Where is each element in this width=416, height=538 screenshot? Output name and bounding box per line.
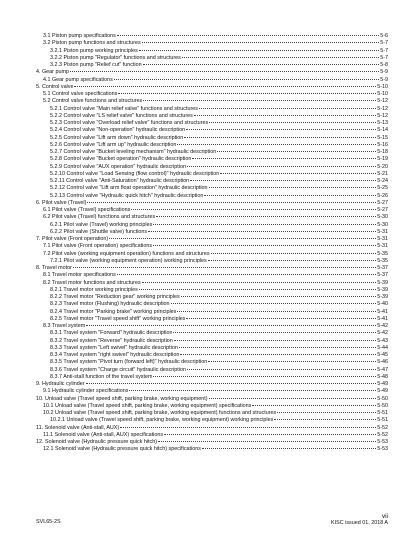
toc-entry-title: 5.2.1 Control valve "Main relief valve" functions and structures (50, 105, 198, 112)
toc-entry[interactable] (36, 272, 388, 279)
toc-entry-page: 5-24 (377, 178, 388, 184)
toc-entry[interactable] (36, 193, 388, 200)
toc-dot-leader (187, 166, 376, 167)
toc-entry-page: 5-40 (377, 301, 388, 308)
toc-entry[interactable] (36, 301, 388, 308)
toc-entry-page: 5-30 (377, 221, 388, 228)
toc-dot-leader (209, 122, 376, 123)
toc-entry[interactable] (36, 359, 388, 366)
toc-dot-leader (180, 354, 376, 355)
toc-dot-leader (131, 209, 376, 210)
toc-dot-leader (114, 79, 379, 80)
toc-entry-title: 6.2 Pilot valve (Travel) functions and structures (43, 214, 156, 221)
toc-entry-title: 5.2.10 Control valve "Load Sensing (flow control)" hydraulic description (50, 170, 220, 177)
toc-dot-leader (73, 267, 376, 268)
toc-dot-leader (164, 434, 376, 435)
toc-entry[interactable] (36, 33, 388, 40)
toc-entry-page: 5-27 (377, 207, 388, 213)
toc-entry[interactable] (36, 439, 388, 446)
toc-entry[interactable] (36, 251, 388, 258)
toc-dot-leader (204, 195, 376, 196)
toc-entry-title: 11.1 Solenoid valve (Anti-stall, AUX) specifications (43, 431, 164, 438)
toc-entry-page: 5-37 (377, 272, 388, 279)
toc-entry-title: 6.2.2 Pilot valve (Shuttle valve) functions (50, 228, 148, 235)
toc-entry-page: 5-35 (377, 250, 388, 257)
toc-dot-leader (117, 274, 376, 275)
toc-dot-leader (177, 311, 376, 312)
toc-entry-title: 8.2.3 Travel motor (Flushing) hydraulic description (50, 301, 170, 308)
toc-dot-leader (173, 332, 376, 333)
toc-entry-page: 5-7 (380, 54, 388, 61)
toc-dot-leader (158, 441, 376, 442)
toc-entry-page: 5-15 (377, 134, 388, 141)
toc-entry-title: 11. Solenoid valve (Anti-stall, AUX) (36, 424, 120, 431)
toc-entry-title: 5.2.8 Control valve "Bucket operation" hydraulic description (50, 156, 192, 163)
toc-entry-title: 10.2 Unload valve (Travel speed shift, parking brake, working equipment) functions and structures (43, 410, 277, 416)
toc-entry[interactable] (36, 396, 388, 403)
toc-entry-page: 5-52 (377, 424, 388, 431)
toc-entry-title: 7.1 Pilot valve (Front operation) specifications (43, 243, 153, 250)
toc-entry[interactable] (36, 425, 388, 432)
toc-dot-leader (174, 340, 376, 341)
toc-dot-leader (109, 238, 376, 239)
toc-dot-leader (192, 158, 376, 159)
toc-entry-page: 5-19 (377, 156, 388, 163)
toc-entry-page: 5-31 (377, 228, 388, 235)
toc-entry-title: 12. Solenoid valve (Hydraulic pressure quick hitch) (36, 439, 158, 445)
toc-dot-leader (148, 231, 376, 232)
toc-entry[interactable] (36, 185, 388, 192)
toc-dot-leader (190, 180, 376, 181)
toc-entry-page: 5-6 (380, 33, 388, 39)
toc-entry[interactable] (36, 287, 388, 294)
toc-dot-leader (86, 325, 376, 326)
toc-entry[interactable] (36, 323, 388, 330)
toc-entry-page: 5-10 (377, 83, 388, 90)
toc-entry-title: 7. Pilot valve (Front operation) (36, 236, 109, 242)
toc-dot-leader (153, 376, 376, 377)
toc-dot-leader (129, 390, 376, 391)
toc-entry[interactable] (36, 142, 388, 149)
toc-entry[interactable] (36, 410, 388, 417)
toc-dot-leader (139, 289, 376, 290)
toc-dot-leader (120, 427, 376, 428)
toc-entry[interactable] (36, 294, 388, 301)
toc-entry[interactable] (36, 352, 388, 359)
toc-entry-page: 5-41 (377, 308, 388, 315)
toc-entry-title: 7.2 Pilot valve (working equipment operation) functions and structures (43, 250, 210, 257)
toc-entry-page: 5-52 (377, 431, 388, 438)
toc-entry[interactable] (36, 135, 388, 142)
toc-entry-title: 3.1 Piston pump specifications (43, 33, 116, 39)
toc-dot-leader (209, 398, 377, 399)
toc-entry[interactable] (36, 62, 388, 69)
toc-entry[interactable] (36, 258, 388, 265)
toc-entry-page: 5-20 (377, 163, 388, 170)
toc-entry-title: 8. Travel motor (36, 265, 72, 271)
toc-entry-title: 6. Pilot valve (Travel) (36, 199, 87, 206)
toc-entry-title: 8.3.5 Travel system "Pivot turn (forward left)" hydraulic description (50, 359, 208, 366)
toc-entry-page: 5-27 (377, 199, 388, 206)
toc-entry-page: 5-48 (377, 373, 388, 380)
toc-dot-leader (86, 383, 377, 384)
footer-page-number: vii (381, 513, 388, 520)
toc-dot-leader (177, 144, 376, 145)
toc-entry-title: 10.2.1 Unload valve (Travel speed shift, parking brake, working equipment) working principles (50, 417, 274, 424)
toc-dot-leader (199, 108, 376, 109)
toc-entry-page: 5-42 (377, 323, 388, 329)
toc-entry-page: 5-18 (377, 149, 388, 155)
toc-entry-page: 5-47 (377, 366, 388, 373)
toc-entry-page: 5-49 (377, 381, 388, 387)
toc-entry[interactable] (36, 55, 388, 62)
toc-entry-page: 5-25 (377, 185, 388, 192)
toc-entry-title: 5.2.2 Control valve "LS relief valve" functions and structures (50, 112, 193, 119)
toc-entry-title: 5.1 Control valve specifications (43, 91, 118, 97)
toc-entry-page: 5-41 (377, 315, 388, 322)
toc-entry[interactable] (36, 446, 388, 453)
toc-entry-page: 5-30 (377, 214, 388, 221)
toc-entry-title: 4.1 Gear pump specifications (43, 76, 113, 83)
toc-entry-page: 5-26 (377, 192, 388, 199)
toc-entry[interactable] (36, 113, 388, 120)
toc-entry-page: 5-53 (377, 446, 388, 453)
toc-dot-leader (118, 93, 376, 94)
toc-entry[interactable] (36, 69, 388, 76)
toc-entry-page: 5-12 (377, 98, 388, 105)
footer-model: SVL65-2S (36, 519, 61, 525)
toc-entry-title: 8.3.3 Travel system "Left swivel" hydraulic description (50, 344, 178, 351)
toc-entry-title: 3.2 Piston pump functions and structures (43, 40, 141, 47)
toc-entry-title: 5.2.3 Control valve "Overload relief valve" functions and structures (50, 120, 209, 126)
toc-dot-leader (87, 202, 376, 203)
toc-entry[interactable] (36, 432, 388, 439)
toc-entry-page: 5-7 (380, 40, 388, 47)
toc-dot-leader (139, 50, 379, 51)
toc-entry[interactable] (36, 120, 388, 127)
toc-entry[interactable] (36, 149, 388, 156)
toc-entry[interactable] (36, 280, 388, 287)
toc-entry-page: 5-21 (377, 170, 388, 177)
toc-entry[interactable] (36, 403, 388, 410)
toc-dot-leader (186, 129, 376, 130)
toc-entry[interactable] (36, 309, 388, 316)
toc-entry-title: 6.1 Pilot valve (Travel) specifications (43, 207, 131, 213)
toc-dot-leader (187, 369, 376, 370)
toc-entry-page: 5-42 (377, 330, 388, 337)
toc-entry-page: 5-43 (377, 337, 388, 344)
toc-entry-page: 5-9 (380, 69, 388, 76)
toc-entry[interactable] (36, 84, 388, 91)
toc-dot-leader (117, 35, 379, 36)
toc-entry[interactable] (36, 77, 388, 84)
toc-entry-page: 5-13 (377, 120, 388, 126)
toc-entry-title: 8.3.1 Travel system "Forward" hydraulic description (50, 330, 173, 337)
toc-entry-title: 5.2.4 Control valve "Non-operation" hydraulic description (50, 127, 186, 134)
toc-entry-page: 5-50 (377, 395, 388, 402)
toc-dot-leader (156, 216, 376, 217)
toc-dot-leader (274, 419, 376, 420)
toc-dot-leader (194, 115, 376, 116)
table-of-contents (36, 33, 388, 454)
toc-entry[interactable] (36, 178, 388, 185)
toc-entry[interactable] (36, 345, 388, 352)
toc-entry-page: 5-46 (377, 359, 388, 366)
toc-entry-title: 8.2.4 Travel motor "Parking brake" working principles (50, 308, 177, 315)
toc-entry-page: 5-9 (380, 76, 388, 83)
toc-dot-leader (252, 405, 376, 406)
toc-entry[interactable] (36, 156, 388, 163)
toc-entry[interactable] (36, 164, 388, 171)
toc-entry-title: 5.2.5 Control valve "Lift arm down" hydraulic description (50, 134, 184, 141)
toc-entry-title: 7.2.1 Pilot valve (working equipment operation) working principles (50, 257, 207, 264)
toc-dot-leader (220, 173, 376, 174)
toc-entry-page: 5-31 (377, 236, 388, 242)
toc-entry-page: 5-35 (377, 257, 388, 264)
toc-entry-title: 8.2.1 Travel motor working principles (50, 286, 138, 293)
toc-entry-title: 8.2.5 Travel motor "Travel speed shift" working principles (50, 315, 186, 322)
toc-entry-title: 9. Hydraulic cylinder (36, 381, 85, 387)
toc-dot-leader (186, 318, 376, 319)
toc-entry-title: 10. Unload valve (Travel speed shift, parking brake, working equipment) (36, 395, 208, 402)
toc-entry[interactable] (36, 236, 388, 243)
toc-entry-page: 5-50 (377, 402, 388, 409)
toc-dot-leader (277, 412, 376, 413)
toc-entry-title: 8.3.7 Anti-stall function of the travel system (50, 373, 153, 380)
toc-entry[interactable] (36, 91, 388, 98)
toc-entry-title: 3.2.3 Piston pump "Relief cut" function (50, 62, 142, 68)
toc-entry-page: 5-39 (377, 294, 388, 300)
toc-entry[interactable] (36, 171, 388, 178)
toc-entry-title: 8.1 Travel motor specifications (43, 272, 116, 279)
toc-entry[interactable] (36, 316, 388, 323)
toc-dot-leader (143, 64, 380, 65)
toc-entry-page: 5-12 (377, 112, 388, 119)
toc-dot-leader (217, 151, 376, 152)
toc-entry-title: 5.2.9 Control valve "AUX operation" hydraulic description (50, 163, 186, 170)
toc-entry-title: 6.2.1 Pilot valve (Travel) working principles (50, 221, 153, 228)
toc-entry-page: 5-8 (380, 62, 388, 68)
toc-entry-title: 10.1 Unload valve (Travel speed shift, parking brake, working equipment) specifications (43, 402, 252, 409)
footer-right (331, 513, 388, 527)
toc-entry-title: 8.3.6 Travel system "Charge circuit" hydraulic description (50, 366, 186, 373)
toc-entry-page: 5-12 (377, 105, 388, 112)
toc-entry[interactable] (36, 265, 388, 272)
toc-entry-page: 5-53 (377, 439, 388, 445)
toc-dot-leader (209, 187, 377, 188)
toc-entry-title: 8.3.4 Travel system "right swivel" hydraulic description (50, 352, 180, 358)
toc-entry-title: 9.1 Hydraulic cylinder specifications (43, 388, 129, 395)
toc-entry-page: 5-51 (377, 410, 388, 416)
toc-entry-title: 5.2.11 Control valve "Anti-Saturation" hydraulic description (50, 178, 190, 184)
toc-entry-title: 5.2 Control valve functions and structures (43, 98, 143, 105)
toc-entry[interactable] (36, 388, 388, 395)
toc-entry-page: 5-10 (377, 91, 388, 97)
toc-dot-leader (70, 71, 379, 72)
toc-entry[interactable] (36, 48, 388, 55)
toc-dot-leader (184, 137, 376, 138)
toc-entry[interactable] (36, 417, 388, 424)
toc-entry[interactable] (36, 381, 388, 388)
toc-entry-page: 5-49 (377, 388, 388, 395)
toc-entry-page: 5-44 (377, 344, 388, 351)
toc-entry-page: 5-16 (377, 141, 388, 148)
toc-dot-leader (181, 296, 377, 297)
toc-entry-title: 8.3 Travel system (43, 323, 86, 329)
toc-entry-page: 5-51 (377, 417, 388, 424)
toc-entry-page: 5-7 (380, 47, 388, 54)
toc-entry-page: 5-45 (377, 352, 388, 358)
toc-dot-leader (208, 260, 376, 261)
toc-entry[interactable] (36, 127, 388, 134)
toc-entry[interactable] (36, 222, 388, 229)
toc-entry[interactable] (36, 338, 388, 345)
toc-entry-page: 5-39 (377, 279, 388, 286)
toc-dot-leader (202, 448, 376, 449)
toc-entry[interactable] (36, 243, 388, 250)
toc-entry-title: 5. Control valve (36, 83, 74, 90)
toc-entry[interactable] (36, 207, 388, 214)
toc-entry-title: 8.2 Travel motor functions and structures (43, 279, 141, 286)
footer-issue: KISC issued 01, 2018 A (331, 520, 388, 526)
toc-entry[interactable] (36, 214, 388, 221)
toc-dot-leader (153, 245, 376, 246)
toc-entry-page: 5-37 (377, 265, 388, 271)
toc-dot-leader (211, 253, 377, 254)
toc-dot-leader (182, 57, 379, 58)
toc-entry-title: 5.2.6 Control valve "Lift arm up" hydraulic description (50, 141, 177, 148)
toc-dot-leader (143, 100, 376, 101)
toc-entry[interactable] (36, 367, 388, 374)
toc-dot-leader (179, 347, 376, 348)
toc-dot-leader (153, 224, 376, 225)
toc-entry-title: 5.2.7 Control valve "Bucket leveling mechanism" hydraulic description (50, 149, 217, 155)
toc-dot-leader (208, 361, 376, 362)
toc-entry[interactable] (36, 330, 388, 337)
toc-entry-title: 3.2.1 Piston pump working principles (50, 47, 138, 54)
toc-entry-title: 8.2.2 Travel motor "Reduction gear" working principles (50, 294, 180, 300)
toc-entry[interactable] (36, 374, 388, 381)
toc-entry[interactable] (36, 40, 388, 47)
toc-entry[interactable] (36, 98, 388, 105)
toc-dot-leader (142, 282, 377, 283)
toc-entry-page: 5-31 (377, 243, 388, 250)
toc-entry-page: 5-14 (377, 127, 388, 134)
toc-dot-leader (74, 86, 376, 87)
toc-entry-title: 4. Gear pump (36, 69, 69, 76)
toc-entry[interactable] (36, 229, 388, 236)
toc-entry-title: 5.2.12 Control valve "Lift arm float operation" hydraulic description (50, 185, 208, 192)
toc-dot-leader (142, 42, 380, 43)
toc-entry-title: 8.3.2 Travel system "Reverse" hydraulic description (50, 337, 173, 344)
toc-entry-title: 3.2.2 Piston pump "Regulator" functions and structures (50, 54, 181, 61)
toc-entry-title: 5.2.13 Control valve "Hydraulic quick hitch" hydraulic description (50, 192, 204, 199)
toc-dot-leader (171, 303, 377, 304)
toc-entry-title: 12.1 Solenoid valve (Hydraulic pressure quick hitch) specifications (43, 446, 201, 453)
toc-entry[interactable] (36, 200, 388, 207)
toc-entry-page: 5-39 (377, 286, 388, 293)
toc-entry[interactable] (36, 106, 388, 113)
